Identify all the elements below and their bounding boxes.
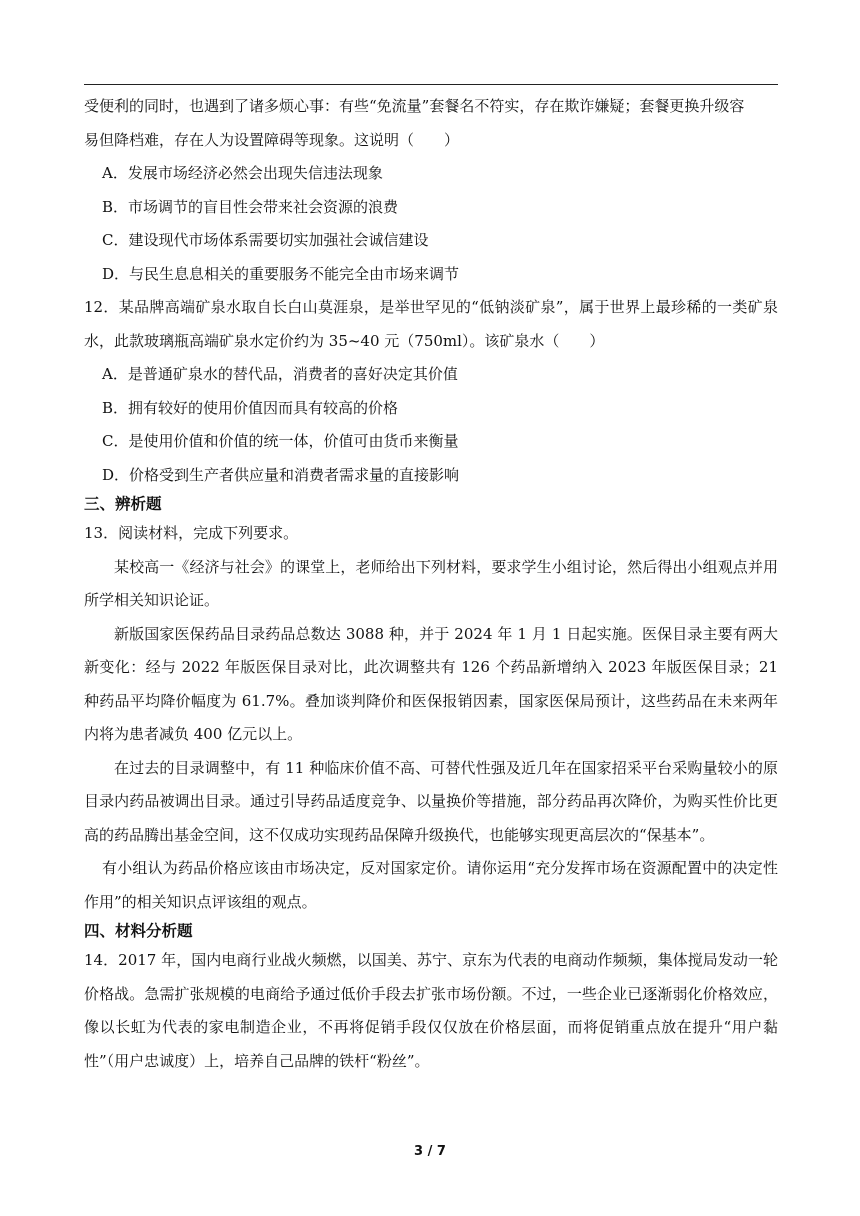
- q13-paragraph-1: 某校高一《经济与社会》的课堂上，老师给出下列材料，要求学生小组讨论，然后得出小组观点并用所学相关知识论证。: [84, 557, 778, 609]
- section4-heading: 四、材料分析题: [84, 922, 193, 940]
- q11-option-d: D．与民生息息相关的重要服务不能完全由市场来调节: [102, 264, 460, 283]
- q12-option-d: D．价格受到生产者供应量和消费者需求量的直接影响: [102, 465, 460, 484]
- q11-option-a: A．发展市场经济必然会出现失信违法现象: [102, 164, 383, 182]
- q12-option-a: A．是普通矿泉水的替代品，消费者的喜好决定其价值: [102, 365, 458, 383]
- page-number: 3 / 7: [414, 1144, 446, 1159]
- section3-heading: 三、辨析题: [84, 495, 162, 513]
- header-rule: [84, 84, 778, 85]
- q11-stem-line1: 受便利的同时，也遇到了诸多烦心事：有些“免流量”套餐名不符实，存在欺诈嫌疑；套餐更换升级容: [84, 97, 745, 115]
- q13-paragraph-2: 新版国家医保药品目录药品总数达 3088 种，并于 2024 年 1 月 1 日起实施。医保目录主要有两大新变化：经与 2022 年版医保目录对比，此次调整共有 126 个药品新增纳入 2023 年版医保目录；21 种药品平均降价幅度为 61.7%。叠加谈判降价和医保报销因素，国家医保局预计，这些药品在未来两年内将为患者减负 400 亿元以上。: [84, 624, 778, 743]
- q13-stem: 13．阅读材料，完成下列要求。: [84, 524, 299, 542]
- q13-paragraph-3: 在过去的目录调整中，有 11 种临床价值不高、可替代性强及近几年在国家招采平台采购量较小的原目录内药品被调出目录。通过引导药品适度竞争、以量换价等措施，部分药品再次降价，为购买性价比更高的药品腾出基金空间，这不仅成功实现药品保障升级换代，也能够实现更高层次的“保基本”。: [84, 758, 778, 844]
- q12-option-c: C．是使用价值和价值的统一体，价值可由货币来衡量: [102, 432, 459, 450]
- page-content: [84, 90, 778, 1078]
- q11-stem-line2: 易但降档难，存在人为设置障碍等现象。这说明（ ）: [84, 130, 460, 149]
- q12-stem: 12．某品牌高端矿泉水取自长白山莫涯泉，是举世罕见的“低钠淡矿泉”，属于世界上最珍稀的一类矿泉水，此款玻璃瓶高端矿泉水定价约为 35~40 元（750ml）。该矿泉水（ ）: [84, 298, 778, 350]
- q14-text: 14．2017 年，国内电商行业战火频燃，以国美、苏宁、京东为代表的电商动作频频，集体搅局发动一轮价格战。急需扩张规模的电商给予通过低价手段去扩张市场份额。不过，一些企业已逐渐弱化价格效应，像以长虹为代表的家电制造企业，不再将促销手段仅仅放在价格层面，而将促销重点放在提升“用户黏性”（用户忠诚度）上，培养自己品牌的铁杆“粉丝”。: [84, 951, 778, 1070]
- q12-option-b: B．拥有较好的使用价值因而具有较高的价格: [102, 398, 399, 417]
- q11-option-b: B．市场调节的盲目性会带来社会资源的浪费: [102, 197, 399, 216]
- q13-question: 有小组认为药品价格应该由市场决定，反对国家定价。请你运用“充分发挥市场在资源配置中的决定性作用”的相关知识点评该组的观点。: [84, 859, 778, 911]
- q11-option-c: C．建设现代市场体系需要切实加强社会诚信建设: [102, 231, 429, 249]
